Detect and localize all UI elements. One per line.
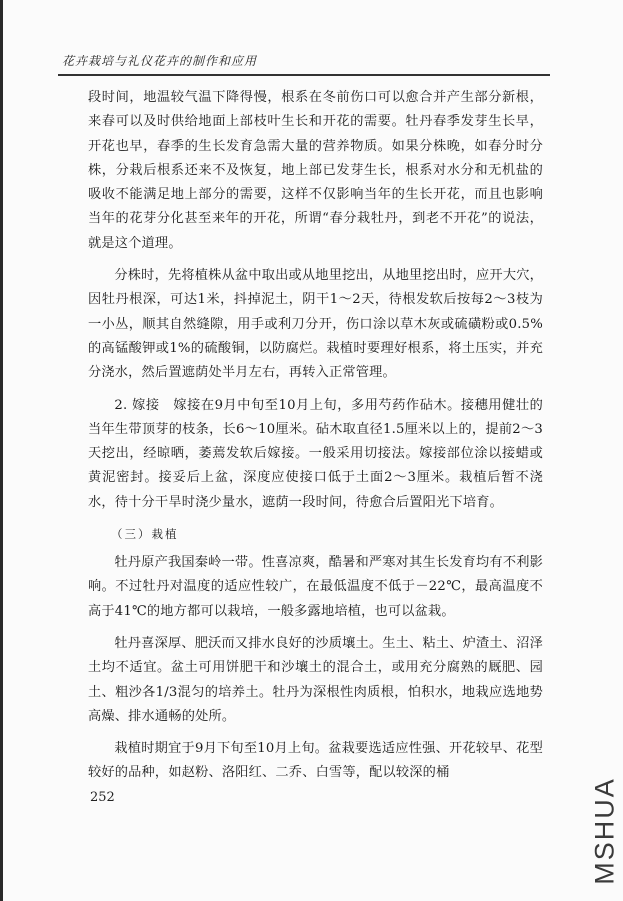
watermark [589, 771, 621, 891]
page-edge-shadow [0, 0, 3, 901]
paragraph-4: 牡丹原产我国秦岭一带。性喜凉爽，酷暑和严寒对其生长发育均有不利影响。不过牡丹对温度的适应性较广，在最低温度不低于－22℃，最高温度不高于41℃的地方都可以栽培，一般多露地培植，也可以盆栽。 [88, 555, 543, 619]
body-text [88, 86, 543, 794]
paragraph-3: 2. 嫁接 嫁接在9月中旬至10月上旬，多用芍药作砧木。接穗用健壮的当年生带顶芽的枝条，长6～10厘米。砧木取直径1.5厘米以上的，提前2～3天挖出，经晾晒，萎蔫发软后嫁接。一般采用切接法。嫁接部位涂以接蜡或黄泥密封。接妥后上盆，深度应使接口低于土面2～3厘米。栽植后暂不浇水，待十分干旱时浇少量水，遮荫一段时间，待愈合后置阳光下培育。 [88, 397, 543, 510]
running-head: 花卉栽培与礼仪花卉的制作和应用 [62, 54, 258, 68]
header-rule [58, 74, 550, 76]
paragraph-1: 段时间，地温较气温下降得慢，根系在冬前伤口可以愈合并产生部分新根，来春可以及时供给地面上部枝叶生长和开花的需要。牡丹春季发芽生长早，开花也早，春季的生长发育急需大量的营养物质。如果分株晚，如春分时分株，分栽后根系还来不及恢复，地上部已发芽生长，根系对水分和无机盐的吸收不能满足地上部分的需要，这样不仅影响当年的生长开花，而且也影响当年的花芽分化甚至来年的开花，所谓“春分栽牡丹，到老不开花”的说法，就是这个道理。 [88, 90, 543, 251]
watermark-text: MSHUA [589, 777, 620, 885]
paragraph-6: 栽植时期宜于9月下旬至10月上旬。盆栽要选适应性强、开花较早、花型较好的品种，如赵粉、洛阳红、二乔、白雪等，配以较深的桶 [88, 741, 543, 781]
page-number: 252 [90, 790, 115, 805]
section-heading: （三）栽植 [111, 527, 179, 542]
paragraph-5: 牡丹喜深厚、肥沃而又排水良好的沙质壤土。生土、粘土、炉渣土、沼泽土均不适宜。盆土可用饼肥干和沙壤土的混合土，或用充分腐熟的厩肥、园土、粗沙各1/3混匀的培养土。牡丹为深根性肉质根，怕积水，地栽应选地势高燥、排水通畅的处所。 [88, 635, 543, 724]
paragraph-2: 分株时，先将植株从盆中取出或从地里挖出，从地里挖出时，应开大穴，因牡丹根深，可达1米，抖掉泥土，阴干1～2天，待根发软后按每2～3枝为一小丛，顺其自然缝隙，用手或利刀分开，伤口涂以草木灰或硫磺粉或0.5%的高锰酸钾或1%的硫酸铜，以防腐烂。栽植时要理好根系，将土压实，并充分浇水，然后置遮荫处半月左右，再转入正常管理。 [88, 268, 543, 381]
